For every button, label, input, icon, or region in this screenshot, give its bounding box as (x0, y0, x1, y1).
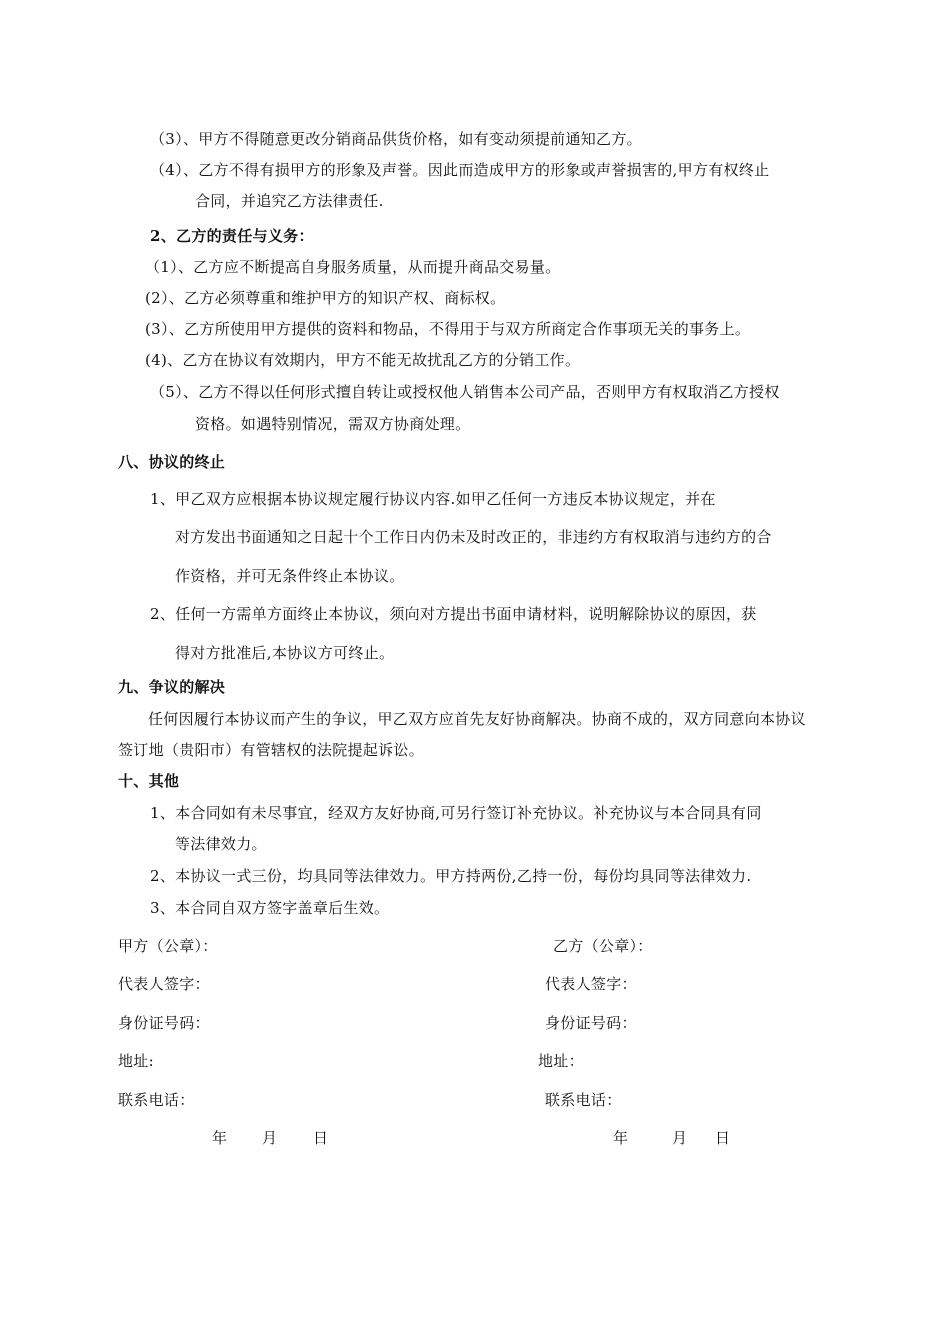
section8-heading: 八、协议的终止 (118, 453, 226, 471)
party-a-date-day: 日 (313, 1129, 329, 1147)
clause-b2: (2）、乙方必须尊重和维护甲方的知识产权、商标权。 (145, 289, 506, 307)
party-b-representative-label: 代表人签字： (545, 975, 637, 993)
party-a-address-label: 地址: (118, 1052, 154, 1070)
party-a-phone-label: 联系电话： (118, 1091, 195, 1109)
party-a-id-label: 身份证号码： (118, 1014, 210, 1032)
section9-line2: 签订地（贵阳市）有管辖权的法院提起诉讼。 (118, 741, 425, 759)
section10-line2: 2、本协议一式三份，均具同等法律效力。甲方持两份,乙持一份，每份均具同等法律效力. (150, 867, 752, 885)
section10-line1: 1、本合同如有未尽事宜，经双方友好协商,可另行签订补充协议。补充协议与本合同具有同 (150, 804, 762, 822)
clause-a4: （4）、乙方不得有损甲方的形象及声誉。因此而造成甲方的形象或声誉损害的,甲方有权终止 (150, 161, 770, 179)
clause-b5: （5）、乙方不得以任何形式擅自转让或授权他人销售本公司产品，否则甲方有权取消乙方授权 (150, 383, 780, 401)
section9-line1: 任何因履行本协议而产生的争议，甲乙双方应首先友好协商解决。协商不成的，双方同意向本协议 (148, 710, 806, 728)
clause-a3: （3）、甲方不得随意更改分销商品供货价格，如有变动须提前通知乙方。 (150, 130, 642, 148)
section10-line1-cont: 等法律效力。 (175, 835, 267, 853)
section8-line2: 对方发出书面通知之日起十个工作日内仍未及时改正的，非违约方有权取消与违约方的合 (175, 528, 772, 546)
clause-b3: (3）、乙方所使用甲方提供的资料和物品，不得用于与双方所商定合作事项无关的事务上。 (145, 320, 751, 338)
party-b-seal-label: 乙方（公章）： (553, 937, 653, 955)
section8-line1: 1、甲乙双方应根据本协议规定履行协议内容.如甲乙任何一方违反本协议规定，并在 (150, 490, 716, 508)
clause-b1: （1）、乙方应不断提高自身服务质量，从而提升商品交易量。 (145, 258, 561, 276)
party-b-date-day: 日 (715, 1129, 731, 1147)
party-b-date-month: 月 (672, 1129, 688, 1147)
clause-b4: (4)、乙方在协议有效期内，甲方不能无故扰乱乙方的分销工作。 (145, 351, 581, 369)
section8-line3: 作资格，并可无条件终止本协议。 (175, 567, 405, 585)
party-a-seal-label: 甲方（公章）： (118, 937, 218, 955)
party-b-date-year: 年 (613, 1129, 629, 1147)
party-b-address-label: 地址： (538, 1052, 584, 1070)
section10-line3: 3、本合同自双方签字盖章后生效。 (150, 899, 390, 917)
party-a-date-month: 月 (262, 1129, 278, 1147)
section8-line4: 2、任何一方需单方面终止本协议，须向对方提出书面申请材料，说明解除协议的原因，获 (150, 605, 757, 623)
party-b-phone-label: 联系电话： (545, 1091, 622, 1109)
party-b-id-label: 身份证号码： (545, 1014, 637, 1032)
party-a-representative-label: 代表人签字： (118, 975, 210, 993)
party-b-duties-heading: 2、乙方的责任与义务： (150, 227, 314, 245)
section10-heading: 十、其他 (118, 772, 180, 790)
section9-heading: 九、争议的解决 (118, 678, 226, 696)
clause-a4-cont: 合同，并追究乙方法律责任. (195, 192, 384, 210)
clause-b5-cont: 资格。如遇特别情况，需双方协商处理。 (195, 415, 471, 433)
party-a-date-year: 年 (212, 1129, 228, 1147)
section8-line5: 得对方批准后,本协议方可终止。 (175, 644, 395, 662)
